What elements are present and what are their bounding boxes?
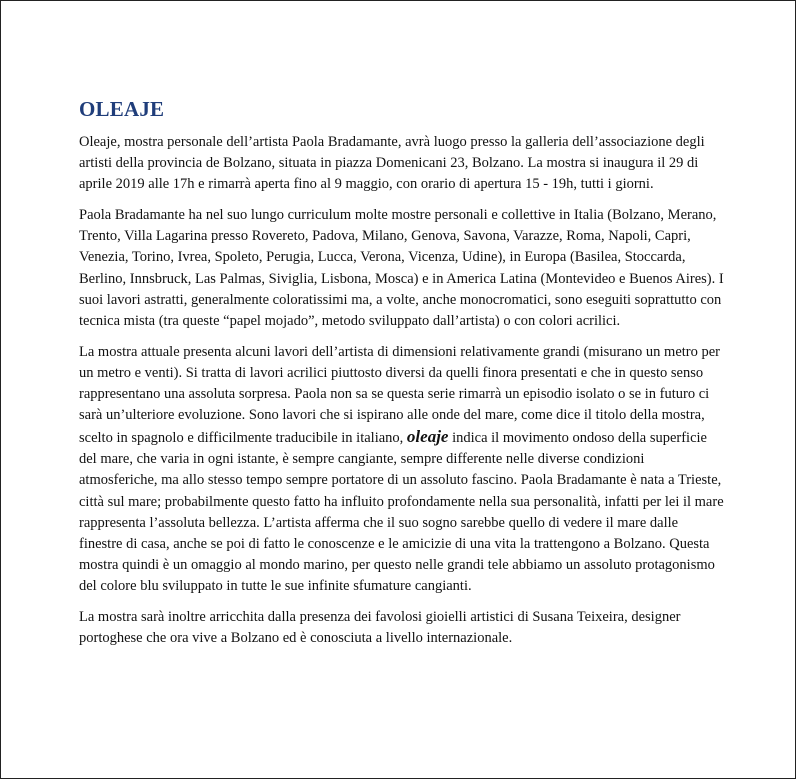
paragraph-exhibition-part2: indica il movimento ondoso della superficie del mare, che varia in ogni istante, è sempre cangiante, sempre differente nelle diverse condizioni atmosferiche, ma allo stesso tempo sempre portatore di un assoluto fascino. Paola Bradamante è nata a Trieste, città sul mare; probabilmente questo fatto ha influito profondamente nella sua personalità, infatti per lei il mare rappresenta l’assoluta bellezza. L’artista afferma che il suo sogno sarebbe quello di vedere il mare dalle finestre di casa, anche se poi di fatto le conoscenze e le amicizie di una vita la trattengono a Bolzano. Questa mostra quindi è un omaggio al mondo marino, per questo nelle grandi tele abbiamo un assoluto protagonismo del colore blu sviluppato in tutte le sue infinite sfumature cangianti. (79, 430, 724, 594)
paragraph-intro: Oleaje, mostra personale dell’artista Paola Bradamante, avrà luogo presso la galleria dell’associazione degli artisti della provincia de Bolzano, situata in piazza Domenicani 23, Bolzano. La mostra si inaugura il 29 di aprile 2019 alle 17h e rimarrà aperta fino al 9 maggio, con orario di apertura 15 - 19h, tutti i giorni. (79, 134, 705, 193)
paragraph-exhibition-part1: La mostra attuale presenta alcuni lavori dell’artista di dimensioni relativamente grandi (misurano un metro per un metro e venti). Si tratta di lavori acrilici piuttosto diversi da quelli finora presentati e che in questo senso rappresentano una assoluta sorpresa. Paola non sa se questa serie rimarrà un episodio isolato o se in futuro ci sarà un’ulteriore evoluzione. Sono lavori che si ispirano alle onde del mare, come dice il titolo della mostra, scelto in spagnolo e difficilmente traducibile in italiano, (79, 343, 721, 447)
paragraph-curriculum: Paola Bradamante ha nel suo lungo curriculum molte mostre personali e collettive in Italia (Bolzano, Merano, Trento, Villa Lagarina presso Rovereto, Padova, Milano, Genova, Savona, Varazze, Roma, Napoli, Capri, Venezia, Torino, Ivrea, Spoleto, Perugia, Lucca, Verona, Vicenza, Udine), in Europa (Basilea, Stoccarda, Berlino, Innsbruck, Las Palmas, Siviglia, Lisbona, Mosca) e in America Latina (Montevideo e Buenos Aires). I suoi lavori astratti, generalmente coloratissimi ma, a volte, anche monocromatici, sono eseguiti soprattutto con tecnica mista (tra queste “papel mojado”, metodo sviluppato dall’artista) o con colori acrilici. (79, 207, 724, 329)
document-body (79, 96, 724, 659)
document-title: OLEAJE (79, 97, 165, 121)
paragraph-jewelry: La mostra sarà inoltre arricchita dalla presenza dei favolosi gioielli artistici di Susana Teixeira, designer portoghese che ora vive a Bolzano ed è conosciuta a livello internazionale. (79, 608, 681, 647)
emphasized-word: oleaje (406, 427, 449, 447)
paragraph-exhibition (79, 342, 724, 597)
